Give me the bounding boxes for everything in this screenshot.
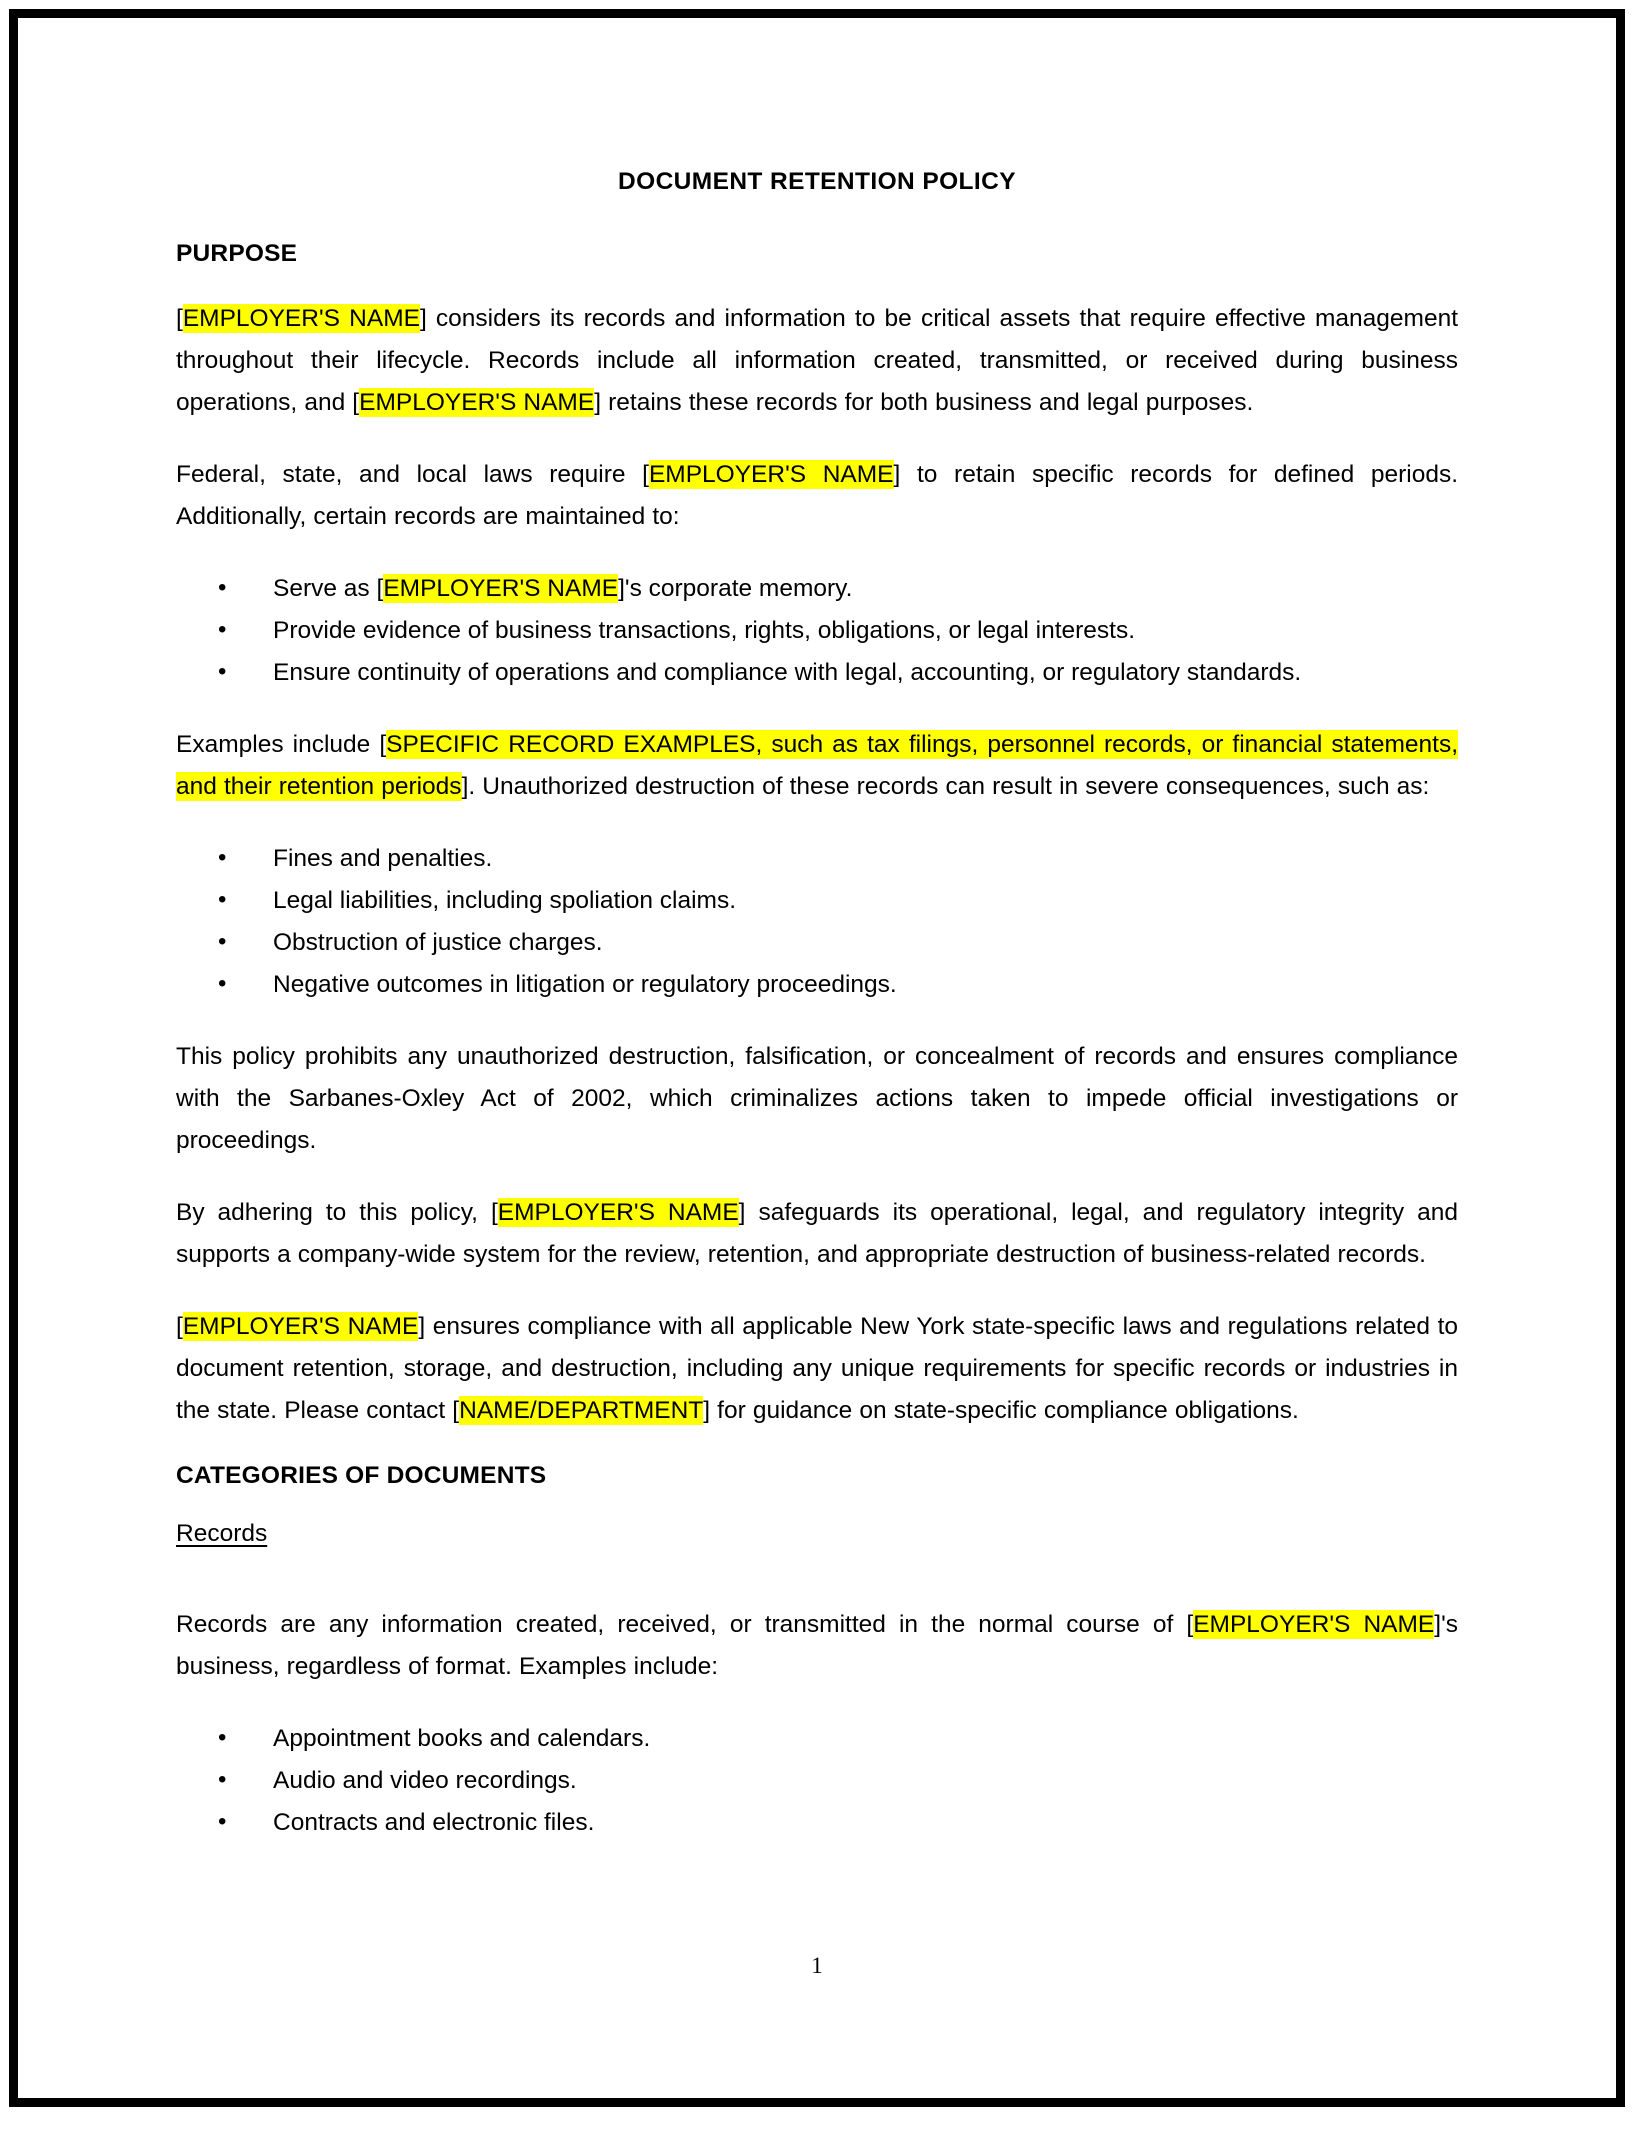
para2-post: ] to retain specific records for defined periods. Additionally, certain records are maintained to: [176, 461, 1458, 530]
highlight-employer-name: EMPLOYER'S NAME [182, 305, 420, 332]
para2-pre: Federal, state, and local laws require [ [176, 461, 649, 488]
page-number: 1 [811, 1953, 823, 1978]
para6-post: ] for guidance on state-specific compliance obligations. [703, 1397, 1299, 1424]
para1-mid: ] considers its records and information to be critical assets that require effective management throughout their lifecycle. Records include all information created, transmitted, or received during business operations, and [ [176, 305, 1459, 416]
document-body [176, 168, 1458, 1874]
highlight-employer-name: EMPLOYER'S NAME [497, 1199, 739, 1226]
page-border [9, 9, 1625, 2107]
categories-paragraph-1 [176, 1604, 1458, 1688]
para3-pre: Examples include [ [176, 731, 387, 758]
subsection-heading-records: Records [176, 1520, 268, 1547]
para3-post: ]. Unauthorized destruction of these records can result in severe consequences, such as: [461, 773, 1430, 800]
bullet-pre: Provide evidence of business transactions, rights, obligations, or legal interests. [273, 617, 1136, 644]
bullet-post: ]'s corporate memory. [618, 575, 853, 602]
bullet-text: Audio and video recordings. [273, 1767, 577, 1794]
highlight-employer-name: EMPLOYER'S NAME [1193, 1611, 1435, 1638]
highlight-employer-name: EMPLOYER'S NAME [182, 1313, 419, 1340]
bullet-text: Negative outcomes in litigation or regulatory proceedings. [273, 971, 897, 998]
categories-bullet-list-1 [176, 1718, 1458, 1844]
bullet-pre: Ensure continuity of operations and compliance with legal, accounting, or regulatory standards. [273, 659, 1302, 686]
cat-para1-pre: Records are any information created, received, or transmitted in the normal course of [ [176, 1611, 1194, 1638]
list-item [218, 880, 1458, 922]
purpose-paragraph-6 [176, 1306, 1458, 1432]
highlight-record-examples: SPECIFIC RECORD EXAMPLES, such as tax filings, personnel records, or financial statements, and their retention periods [176, 731, 1458, 800]
list-item [218, 964, 1458, 1006]
highlight-employer-name: EMPLOYER'S NAME [383, 575, 619, 602]
document-title: DOCUMENT RETENTION POLICY [618, 168, 1016, 195]
highlight-name-department: NAME/DEPARTMENT [459, 1397, 704, 1424]
purpose-paragraph-1 [176, 298, 1458, 424]
cat-para1-post: ]'s business, regardless of format. Examples include: [176, 1611, 1458, 1680]
purpose-paragraph-2 [176, 454, 1458, 538]
highlight-employer-name: EMPLOYER'S NAME [359, 389, 595, 416]
section-heading-categories: CATEGORIES OF DOCUMENTS [176, 1462, 547, 1489]
list-item [218, 568, 1458, 610]
list-item [218, 1802, 1458, 1844]
section-heading-purpose: PURPOSE [176, 240, 298, 267]
bullet-text: Contracts and electronic files. [273, 1809, 595, 1836]
list-item [218, 652, 1458, 694]
para5-pre: By adhering to this policy, [ [176, 1199, 498, 1226]
list-item [218, 1718, 1458, 1760]
subheading-wrap [176, 1520, 1458, 1576]
bullet-text: Fines and penalties. [273, 845, 493, 872]
purpose-paragraph-5 [176, 1192, 1458, 1276]
para1-pre: [ [176, 305, 183, 332]
purpose-bullet-list-2 [176, 838, 1458, 1006]
para1-post: ] retains these records for both business and legal purposes. [594, 389, 1254, 416]
purpose-paragraph-3 [176, 724, 1458, 808]
bullet-text: Legal liabilities, including spoliation claims. [273, 887, 737, 914]
list-item [218, 922, 1458, 964]
para6-mid: ] ensures compliance with all applicable New York state-specific laws and regulations related to document retention, storage, and destruction, including any unique requirements for specific records or industries in the state. Please contact [ [176, 1313, 1459, 1424]
page-canvas [18, 18, 1616, 2098]
purpose-paragraph-4: This policy prohibits any unauthorized destruction, falsification, or concealment of records and ensures compliance with the Sarbanes-Oxley Act of 2002, which criminalizes actions taken to impede official investigations or proceedings. [176, 1043, 1458, 1154]
list-item [218, 838, 1458, 880]
para6-pre: [ [176, 1313, 183, 1340]
list-item [218, 1760, 1458, 1802]
bullet-text: Obstruction of justice charges. [273, 929, 603, 956]
bullet-pre: Serve as [ [273, 575, 384, 602]
bullet-text: Appointment books and calendars. [273, 1725, 651, 1752]
highlight-employer-name: EMPLOYER'S NAME [648, 461, 894, 488]
purpose-bullet-list-1 [176, 568, 1458, 694]
list-item [218, 610, 1458, 652]
para5-post: ] safeguards its operational, legal, and regulatory integrity and supports a company-wide system for the review, retention, and appropriate destruction of business-related records. [176, 1199, 1458, 1268]
